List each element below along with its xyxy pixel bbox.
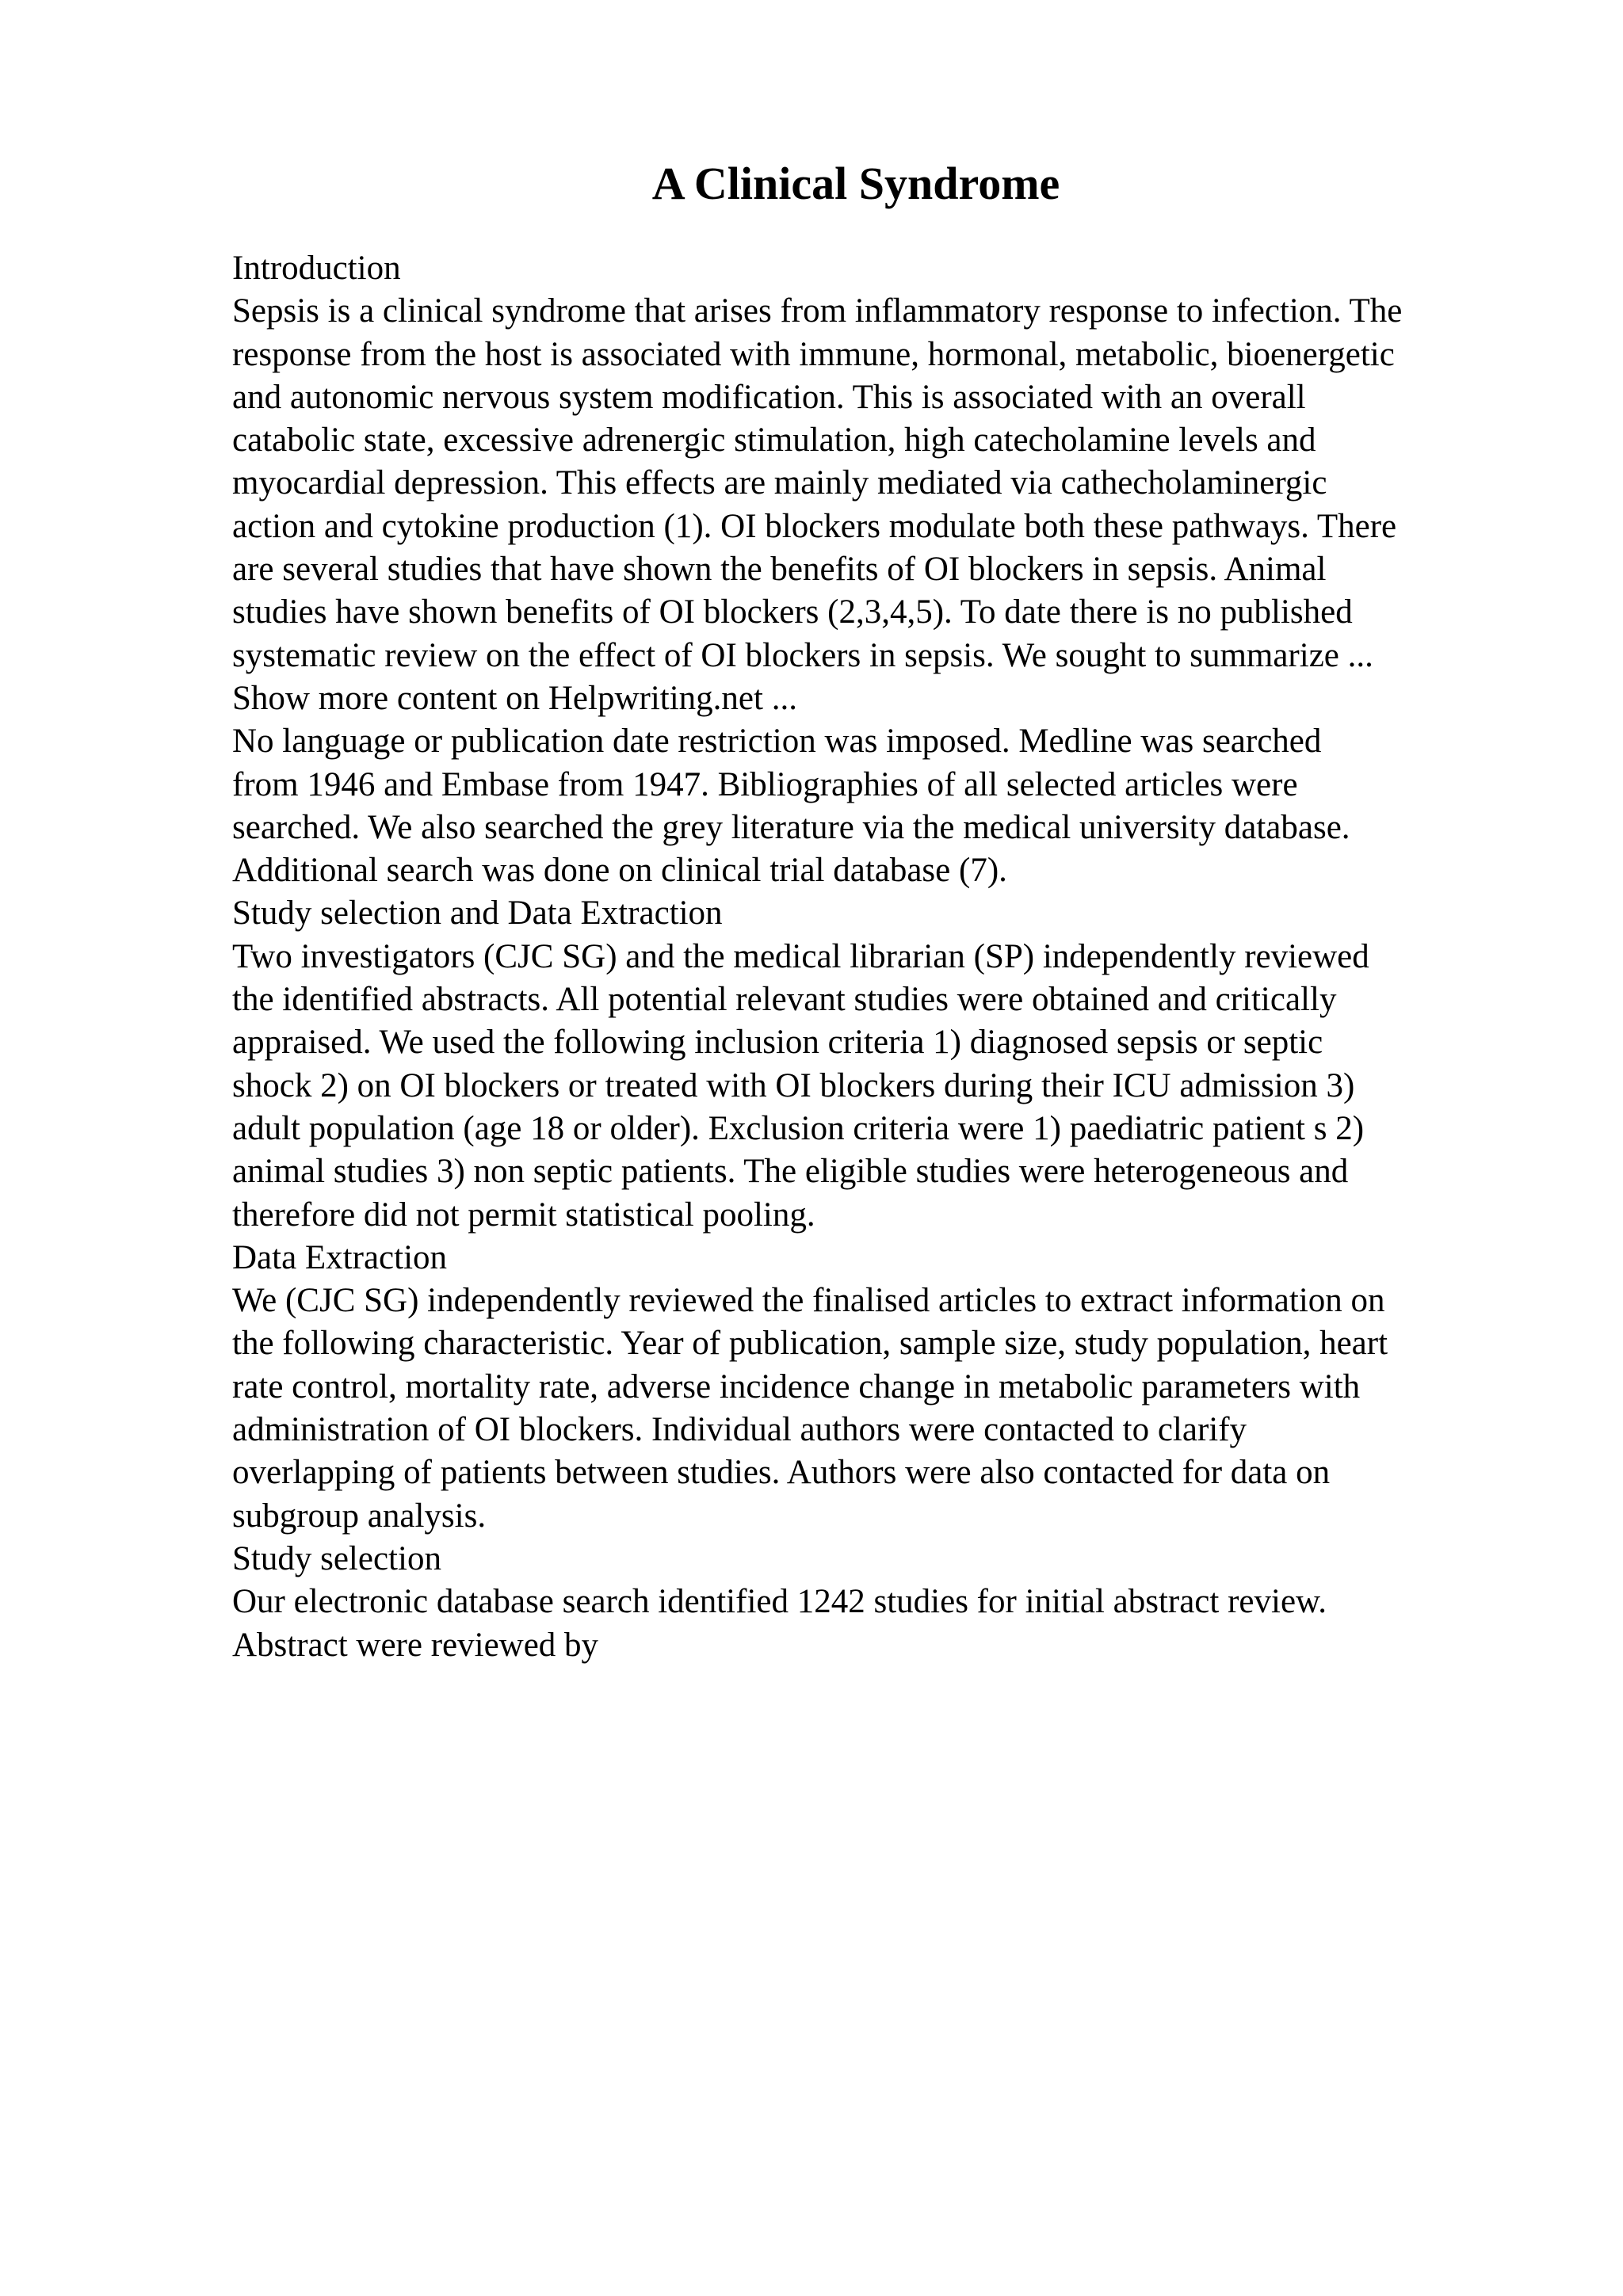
text-line: searched. We also searched the grey literature via the medical university database. [232, 808, 1350, 846]
show-more-content-text: Show more content on Helpwriting.net ... [232, 679, 797, 717]
text-line: Two investigators (CJC SG) and the medical librarian (SP) independently reviewed [232, 937, 1369, 975]
document-title: A Clinical Syndrome [651, 158, 1060, 209]
text-line: are several studies that have shown the benefits of OI blockers in sepsis. Animal [232, 551, 1327, 589]
text-line: studies have shown benefits of OI blockers (2,3,4,5). To date there is no published [232, 593, 1353, 631]
document-body [232, 247, 1516, 1667]
text-line: systematic review on the effect of OI blockers in sepsis. We sought to summarize ... [232, 636, 1373, 674]
text-line: Sepsis is a clinical syndrome that arises from inflammatory response to infection. The [232, 292, 1403, 330]
text-line: and autonomic nervous system modification. This is associated with an overall [232, 378, 1306, 416]
text-line: appraised. We used the following inclusion criteria 1) diagnosed sepsis or septic [232, 1024, 1323, 1062]
text-line: Our electronic database search identified 1242 studies for initial abstract review. [232, 1583, 1327, 1621]
text-line: shock 2) on OI blockers or treated with OI blockers during their ICU admission 3) [232, 1066, 1355, 1104]
text-line: response from the host is associated with immune, hormonal, metabolic, bioenergetic [232, 335, 1395, 373]
text-line: the following characteristic. Year of publication, sample size, study population, heart [232, 1325, 1388, 1363]
text-line: the identified abstracts. All potential relevant studies were obtained and critically [232, 981, 1337, 1019]
section-heading-data-extraction: Data Extraction [232, 1238, 448, 1276]
text-line: action and cytokine production (1). OI blockers modulate both these pathways. There [232, 507, 1397, 545]
text-line: Additional search was done on clinical trial database (7). [232, 852, 1007, 890]
text-line: adult population (age 18 or older). Exclusion criteria were 1) paediatric patient s 2) [232, 1109, 1365, 1147]
section-heading-study-selection-and-data-extraction: Study selection and Data Extraction [232, 894, 723, 933]
text-line: from 1946 and Embase from 1947. Bibliographies of all selected articles were [232, 765, 1298, 803]
text-line: therefore did not permit statistical pooling. [232, 1196, 815, 1234]
section-heading-study-selection: Study selection [232, 1539, 441, 1577]
text-line: No language or publication date restriction was imposed. Medline was searched [232, 723, 1322, 761]
text-line: Abstract were reviewed by [232, 1626, 599, 1664]
section-heading-introduction: Introduction [232, 250, 401, 287]
text-line: catabolic state, excessive adrenergic stimulation, high catecholamine levels and [232, 421, 1316, 460]
text-line: We (CJC SG) independently reviewed the finalised articles to extract information on [232, 1282, 1385, 1320]
text-line: administration of OI blockers. Individual authors were contacted to clarify [232, 1411, 1247, 1449]
text-line: subgroup analysis. [232, 1497, 487, 1535]
text-line: myocardial depression. This effects are mainly mediated via cathecholaminergic [232, 464, 1327, 502]
text-line: overlapping of patients between studies. Authors were also contacted for data on [232, 1454, 1331, 1492]
text-line: rate control, mortality rate, adverse incidence change in metabolic parameters with [232, 1367, 1361, 1405]
text-line: animal studies 3) non septic patients. The eligible studies were heterogeneous and [232, 1153, 1349, 1191]
